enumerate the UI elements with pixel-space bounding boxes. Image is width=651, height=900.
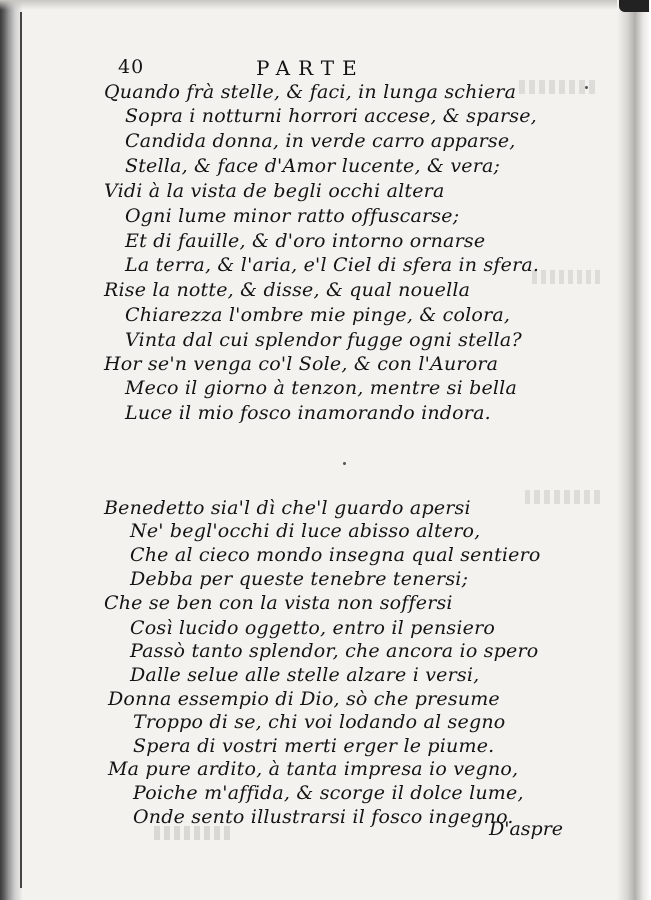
verse-line: Candida donna, in verde carro apparse, — [125, 130, 516, 152]
verse-line: Vidi à la vista de begli occhi altera — [104, 180, 445, 202]
ink-speck — [585, 86, 588, 89]
verse-line: Donna essempio di Dio, sò che presume — [108, 688, 500, 710]
verse-line: Che se ben con la vista non soffersi — [104, 592, 453, 614]
verse-line: La terra, & l'aria, e'l Ciel di sfera in sfera. — [125, 254, 540, 276]
page-header — [118, 56, 458, 84]
verse-line: Passò tanto splendor, che ancora io spero — [130, 640, 539, 662]
verse-line: Meco il giorno à tenzon, mentre si bella — [125, 377, 517, 399]
verse-line: Ogni lume minor ratto offuscarse; — [125, 205, 460, 227]
verse-line: Onde sento illustrarsi il fosco ingegno. — [133, 806, 514, 828]
corner-dark-mark — [619, 0, 649, 12]
verse-line: Così lucido oggetto, entro il pensiero — [130, 617, 496, 639]
show-through-ghost — [530, 270, 600, 284]
show-through-ghost — [150, 826, 230, 840]
verse-line: Chiarezza l'ombre mie pinge, & colora, — [125, 304, 511, 326]
page-right-edge — [617, 0, 651, 900]
verse-line: Spera di vostri merti erger le piume. — [133, 735, 495, 757]
page-number: 40 — [118, 56, 145, 78]
verse-line: Troppo di se, chi voi lodando al segno — [133, 711, 506, 733]
verse-line: Quando frà stelle, & faci, in lunga schiera — [104, 81, 517, 103]
verse-line: Ma pure ardito, à tanta impresa io vegno, — [108, 758, 519, 780]
verse-line: Poiche m'affida, & scorge il dolce lume, — [133, 782, 524, 804]
verse-line: Debba per queste tenebre tenersi; — [130, 568, 469, 590]
ink-speck — [343, 462, 346, 465]
verse-line: Dalle selue alle stelle alzare i versi, — [130, 664, 480, 686]
verse-line: Stella, & face d'Amor lucente, & vera; — [125, 155, 501, 177]
catchword: D'aspre — [489, 818, 564, 840]
binding-gutter — [0, 0, 22, 900]
verse-line: Che al cieco mondo insegna qual sentiero — [130, 544, 541, 566]
top-edge-shadow — [0, 0, 651, 10]
show-through-ghost — [515, 80, 595, 94]
verse-line: Rise la notte, & disse, & qual nouella — [104, 279, 471, 301]
verse-line: Luce il mio fosco inamorando indora. — [125, 402, 491, 424]
show-through-ghost — [525, 490, 600, 504]
verse-line: Et di fauille, & d'oro intorno ornarse — [125, 230, 486, 252]
gutter-edge-line — [20, 12, 22, 888]
verse-line: Sopra i notturni horrori accese, & sparse, — [125, 105, 537, 127]
running-title: PARTE — [256, 56, 365, 80]
verse-line: Vinta dal cui splendor fugge ogni stella? — [125, 329, 522, 351]
verse-line: Benedetto sia'l dì che'l guardo apersi — [104, 497, 471, 519]
verse-line: Hor se'n venga co'l Sole, & con l'Aurora — [104, 353, 499, 375]
verse-line: Ne' begl'occhi di luce abisso altero, — [130, 520, 481, 542]
